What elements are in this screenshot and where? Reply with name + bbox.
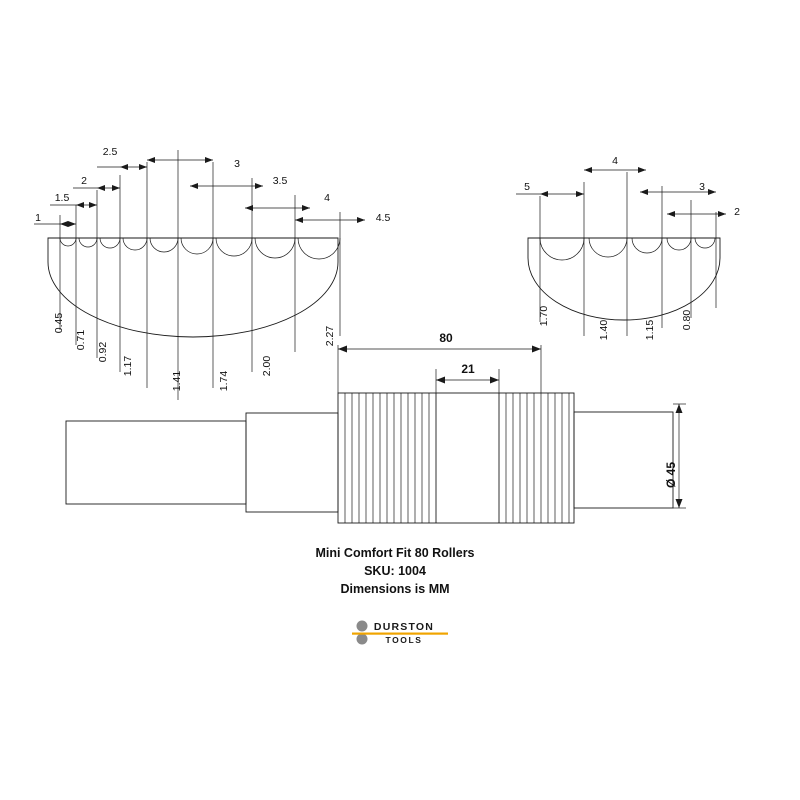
- shaft-right-ribs: [506, 393, 569, 523]
- right-profile-bottom-dimensions: [538, 306, 693, 341]
- left-dim-top-5: 3.5: [272, 175, 288, 187]
- left-dim-bottom-3: 1.17: [122, 355, 134, 377]
- drawing-caption: [315, 546, 474, 596]
- shaft-diameter-label: Ø 45: [664, 461, 678, 489]
- left-dim-top-0: 1: [35, 212, 41, 224]
- shaft-length-label: 80: [439, 331, 453, 345]
- left-roller-profile: [34, 146, 390, 400]
- right-dim-bottom-0: 1.70: [538, 305, 550, 327]
- right-roller-profile: [516, 155, 740, 340]
- left-dim-bottom-1: 0.71: [75, 329, 87, 351]
- shaft-band-label: 21: [461, 362, 475, 376]
- shaft-main-body: [338, 393, 574, 523]
- left-dim-bottom-0: 0.45: [53, 312, 65, 334]
- left-dim-top-6: 4: [324, 192, 330, 204]
- shaft-left-journal: [246, 413, 338, 512]
- right-dim-top-1: 4: [612, 155, 618, 167]
- left-dim-top-2: 2: [81, 175, 87, 187]
- durston-tools-logo: [352, 621, 448, 646]
- logo-dot-lower-icon: [357, 634, 368, 645]
- right-dim-top-3: 2: [734, 206, 740, 218]
- left-profile-bottom-dimensions: [53, 313, 336, 392]
- left-dim-top-4: 3: [234, 158, 240, 170]
- left-profile-grooves: [60, 238, 340, 259]
- left-dim-bottom-6: 2.00: [261, 355, 273, 377]
- right-dim-bottom-3: 0.80: [681, 309, 693, 331]
- left-dim-top-1: 1.5: [54, 192, 70, 204]
- left-dim-top-3: 2.5: [102, 146, 118, 158]
- logo-sub-text: TOOLS: [385, 635, 423, 645]
- shaft-left-ribs: [345, 393, 429, 523]
- logo-dot-upper-icon: [357, 621, 368, 632]
- caption-units: Dimensions is MM: [340, 582, 450, 596]
- left-profile-outline: [48, 238, 338, 337]
- right-dim-bottom-1: 1.40: [598, 319, 610, 341]
- left-dim-bottom-7: 2.27: [324, 325, 336, 347]
- left-dim-bottom-5: 1.74: [218, 370, 230, 392]
- shaft-band-dimension: [436, 362, 499, 393]
- left-profile-top-dimensions: [34, 146, 390, 227]
- logo-main-text: DURSTON: [373, 621, 435, 633]
- right-dim-top-0: 5: [524, 181, 530, 193]
- shaft-right-end: [574, 412, 673, 508]
- roller-shaft-elevation: [66, 331, 686, 523]
- shaft-left-end: [66, 421, 246, 504]
- caption-sku: SKU: 1004: [364, 564, 426, 578]
- shaft-diameter-dimension: [664, 404, 686, 508]
- shaft-length-dimension: [338, 331, 541, 393]
- right-profile-grooves: [540, 238, 715, 260]
- left-dim-bottom-4: 1.41: [171, 370, 183, 392]
- right-dim-top-2: 3: [699, 181, 705, 193]
- caption-title: Mini Comfort Fit 80 Rollers: [315, 546, 475, 560]
- right-dim-bottom-2: 1.15: [644, 319, 656, 341]
- left-dim-top-7: 4.5: [375, 212, 391, 224]
- right-profile-top-dimensions: [516, 155, 740, 218]
- left-dim-bottom-2: 0.92: [97, 341, 109, 363]
